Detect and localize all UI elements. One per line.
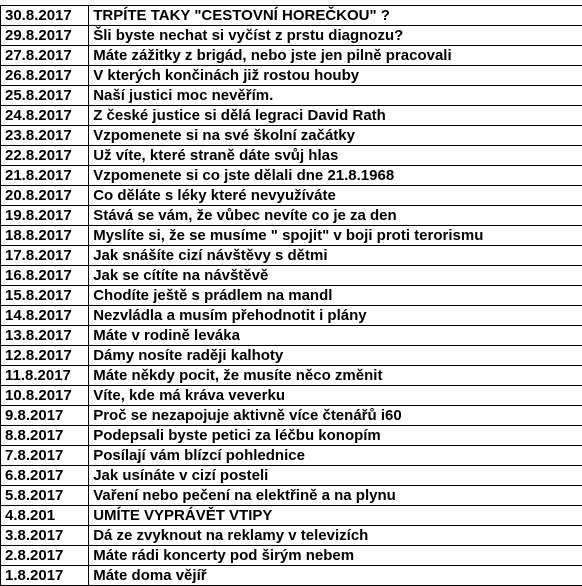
date-cell[interactable]: 26.8.2017 bbox=[1, 66, 89, 86]
table-row[interactable] bbox=[1, 206, 582, 226]
date-cell[interactable]: 22.8.2017 bbox=[1, 146, 89, 166]
date-cell[interactable]: 7.8.2017 bbox=[1, 446, 89, 466]
topic-cell[interactable]: TRPÍTE TAKY "CESTOVNÍ HOREČKOU" ? bbox=[89, 6, 582, 26]
date-cell[interactable]: 3.8.2017 bbox=[1, 526, 89, 546]
table-row[interactable] bbox=[1, 6, 582, 26]
table-row[interactable] bbox=[1, 166, 582, 186]
topic-cell[interactable]: Vaření nebo pečení na elektřině a na plynu bbox=[89, 486, 582, 506]
topic-cell[interactable]: Chodíte ještě s prádlem na mandl bbox=[89, 286, 582, 306]
table-row[interactable] bbox=[1, 546, 582, 566]
topic-cell[interactable]: Vzpomenete si na své školní začátky bbox=[89, 126, 582, 146]
date-cell[interactable]: 15.8.2017 bbox=[1, 286, 89, 306]
table-row[interactable] bbox=[1, 346, 582, 366]
topic-cell[interactable]: Co děláte s léky které nevyužíváte bbox=[89, 186, 582, 206]
table-row[interactable] bbox=[1, 86, 582, 106]
date-cell[interactable]: 11.8.2017 bbox=[1, 366, 89, 386]
date-cell[interactable]: 17.8.2017 bbox=[1, 246, 89, 266]
table-row[interactable] bbox=[1, 226, 582, 246]
date-cell[interactable]: 6.8.2017 bbox=[1, 466, 89, 486]
table-row[interactable] bbox=[1, 286, 582, 306]
date-cell[interactable]: 29.8.2017 bbox=[1, 26, 89, 46]
table-row[interactable] bbox=[1, 466, 582, 486]
date-cell[interactable]: 27.8.2017 bbox=[1, 46, 89, 66]
table-row[interactable] bbox=[1, 426, 582, 446]
date-cell[interactable]: 2.8.2017 bbox=[1, 546, 89, 566]
date-cell[interactable]: 23.8.2017 bbox=[1, 126, 89, 146]
table-row[interactable] bbox=[1, 366, 582, 386]
table-row[interactable] bbox=[1, 46, 582, 66]
topic-cell[interactable]: Jak snášíte cizí návštěvy s dětmi bbox=[89, 246, 582, 266]
date-cell[interactable]: 18.8.2017 bbox=[1, 226, 89, 246]
topic-cell[interactable]: Dámy nosíte raději kalhoty bbox=[89, 346, 582, 366]
date-cell[interactable]: 10.8.2017 bbox=[1, 386, 89, 406]
topic-cell[interactable]: Máte v rodině leváka bbox=[89, 326, 582, 346]
topic-cell[interactable]: Máte rádi koncerty pod širým nebem bbox=[89, 546, 582, 566]
table-row[interactable] bbox=[1, 26, 582, 46]
topic-cell[interactable]: Máte doma vějíř bbox=[89, 566, 582, 586]
table-row[interactable] bbox=[1, 126, 582, 146]
table-row[interactable] bbox=[1, 186, 582, 206]
topic-cell[interactable]: Z české justice si dělá legraci David Rath bbox=[89, 106, 582, 126]
topics-table-body bbox=[1, 6, 582, 586]
date-cell[interactable]: 16.8.2017 bbox=[1, 266, 89, 286]
topic-cell[interactable]: Dá ze zvyknout na reklamy v televizích bbox=[89, 526, 582, 546]
topic-cell[interactable]: UMÍTE VYPRÁVĚT VTIPY bbox=[89, 506, 582, 526]
table-row[interactable] bbox=[1, 526, 582, 546]
date-cell[interactable]: 19.8.2017 bbox=[1, 206, 89, 226]
table-row[interactable] bbox=[1, 246, 582, 266]
table-row[interactable] bbox=[1, 266, 582, 286]
table-row[interactable] bbox=[1, 446, 582, 466]
topic-cell[interactable]: Myslíte si, že se musíme " spojit" v boji proti terorismu bbox=[89, 226, 582, 246]
table-row[interactable] bbox=[1, 406, 582, 426]
table-row[interactable] bbox=[1, 506, 582, 526]
date-cell[interactable]: 25.8.2017 bbox=[1, 86, 89, 106]
table-row[interactable] bbox=[1, 66, 582, 86]
date-cell[interactable]: 24.8.2017 bbox=[1, 106, 89, 126]
topic-cell[interactable]: Víte, kde má kráva veverku bbox=[89, 386, 582, 406]
table-row[interactable] bbox=[1, 146, 582, 166]
table-row[interactable] bbox=[1, 386, 582, 406]
topic-cell[interactable]: Máte zážitky z brigád, nebo jste jen pilně pracovali bbox=[89, 46, 582, 66]
topic-cell[interactable]: Proč se nezapojuje aktivně více čtenářů i60 bbox=[89, 406, 582, 426]
topic-cell[interactable]: Už víte, které straně dáte svůj hlas bbox=[89, 146, 582, 166]
date-cell[interactable]: 14.8.2017 bbox=[1, 306, 89, 326]
date-cell[interactable]: 12.8.2017 bbox=[1, 346, 89, 366]
topic-cell[interactable]: V kterých končinách již rostou houby bbox=[89, 66, 582, 86]
table-row[interactable] bbox=[1, 106, 582, 126]
date-cell[interactable]: 30.8.2017 bbox=[1, 6, 89, 26]
topic-cell[interactable]: Šli byste nechat si vyčíst z prstu diagnozu? bbox=[89, 26, 582, 46]
topic-cell[interactable]: Stává se vám, že vůbec nevíte co je za den bbox=[89, 206, 582, 226]
topic-cell[interactable]: Posílají vám blízcí pohlednice bbox=[89, 446, 582, 466]
topic-cell[interactable]: Nezvládla a musím přehodnotit i plány bbox=[89, 306, 582, 326]
topic-cell[interactable]: Jak usínáte v cizí posteli bbox=[89, 466, 582, 486]
date-cell[interactable]: 5.8.2017 bbox=[1, 486, 89, 506]
date-cell[interactable]: 8.8.2017 bbox=[1, 426, 89, 446]
table-row[interactable] bbox=[1, 486, 582, 506]
topic-cell[interactable]: Máte někdy pocit, že musíte něco změnit bbox=[89, 366, 582, 386]
date-cell[interactable]: 9.8.2017 bbox=[1, 406, 89, 426]
date-cell[interactable]: 4.8.201 bbox=[1, 506, 89, 526]
date-cell[interactable]: 21.8.2017 bbox=[1, 166, 89, 186]
topic-cell[interactable]: Naší justici moc nevěřím. bbox=[89, 86, 582, 106]
topic-cell[interactable]: Podepsali byste petici za léčbu konopím bbox=[89, 426, 582, 446]
table-row[interactable] bbox=[1, 306, 582, 326]
topic-cell[interactable]: Jak se cítíte na návštěvě bbox=[89, 266, 582, 286]
date-cell[interactable]: 20.8.2017 bbox=[1, 186, 89, 206]
date-cell[interactable]: 1.8.2017 bbox=[1, 566, 89, 586]
table-row[interactable] bbox=[1, 326, 582, 346]
date-cell[interactable]: 13.8.2017 bbox=[1, 326, 89, 346]
topic-cell[interactable]: Vzpomenete si co jste dělali dne 21.8.1968 bbox=[89, 166, 582, 186]
topics-table bbox=[0, 5, 582, 586]
table-row[interactable] bbox=[1, 566, 582, 586]
